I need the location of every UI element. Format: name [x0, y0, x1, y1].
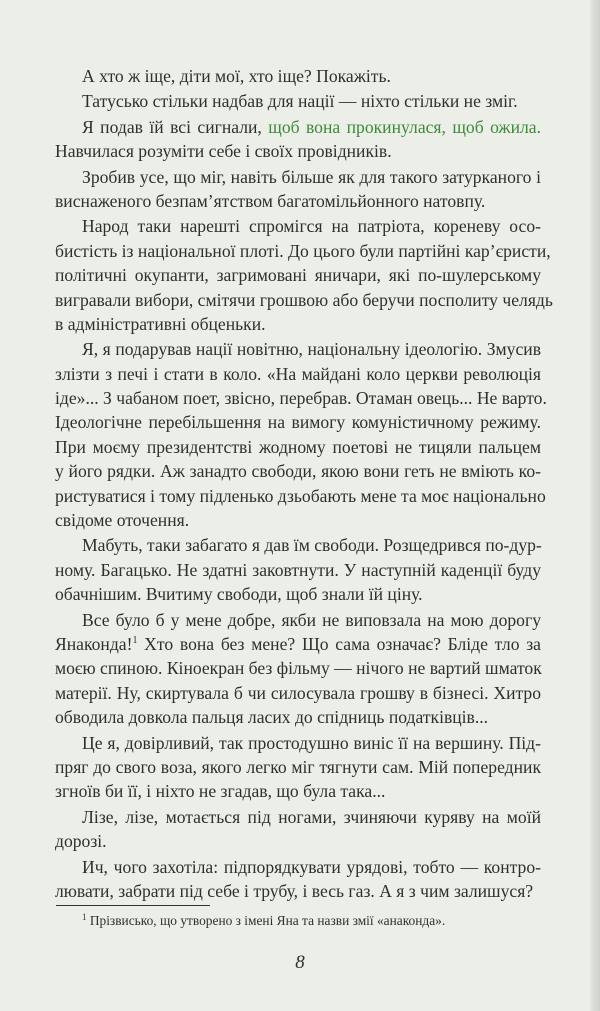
text-segment: Хто вона без мене? Що сама означає? Бліде тло за: [137, 633, 541, 654]
text-segment: політичні окупанти, загримовані яничари, які по-шулерському: [55, 265, 541, 286]
paragraph: [55, 731, 541, 804]
text-line: [55, 214, 541, 238]
text-segment: При моєму президентстві жодному поетові не тицяли пальцем: [55, 436, 541, 457]
paragraph: [55, 608, 541, 730]
paragraph: [55, 337, 547, 532]
text-segment: обачнішим. Вчитиму свободи, щоб знали їй ціну.: [55, 584, 423, 605]
text-segment: дорозі.: [55, 831, 107, 852]
page-edge-shadow: [590, 0, 600, 1011]
text-segment: Ич, чого захотіла: підпорядкувати урядові, тобто — контро-: [82, 856, 541, 877]
text-segment: Народ таки нарешті спромігся на патріота, кореневу осо-: [82, 216, 541, 237]
text-line: [55, 410, 541, 434]
text-line: [55, 435, 541, 459]
text-line: [55, 239, 551, 263]
text-segment: іде»... З чабаном поет, звісно, перебрав. Отаман овець... Не варто.: [55, 388, 547, 409]
text-segment: згноїв би її, і ніхто не згадав, що була така...: [55, 781, 386, 802]
paragraph: [55, 115, 541, 164]
text-line: [55, 608, 541, 632]
text-line: [55, 484, 546, 508]
paragraph: [55, 214, 553, 336]
paragraph: [55, 89, 541, 113]
footnote: [82, 913, 445, 929]
text-segment: Ідеологічне перебільшення на вимогу комуністичному режиму.: [55, 412, 541, 433]
text-segment: вигравали вибори, смітячи грошвою або беручи посполиту челядь: [55, 289, 553, 310]
text-line: [55, 459, 541, 483]
text-segment: Я подав їй всі сигнали,: [82, 116, 269, 137]
text-segment: Я, я подарував нації новітню, національну ідеологію. Змусив: [82, 339, 541, 360]
footnote-text: Прізвисько, що утворено з імені Яна та назви змії «анаконда».: [86, 913, 446, 928]
footnote-marker: 1: [82, 912, 87, 922]
text-segment: ристуватися і тому підленько дзьобають мене та моє національно: [55, 485, 546, 506]
paragraph: [55, 855, 541, 904]
text-line: [55, 139, 541, 163]
text-line: [55, 312, 541, 336]
text-segment: свідоме оточення.: [55, 510, 190, 531]
text-segment: А хто ж іще, діти мої, хто іще? Покажіть.: [82, 66, 391, 86]
text-segment: у його рядки. Аж занадто свободи, якою вони геть не вміють ко-: [55, 461, 541, 482]
text-segment: в адміністративні обценьки.: [55, 313, 266, 334]
text-line: [55, 855, 541, 879]
text-segment: Янаконда!: [55, 633, 133, 654]
text-segment: Лізе, лізе, мотається під ногами, зчиняючи куряву на моїй: [82, 806, 541, 827]
text-line: [55, 263, 541, 287]
text-line: [55, 731, 541, 755]
text-line: [55, 508, 541, 532]
paragraph: [55, 533, 541, 606]
text-line: [55, 681, 541, 705]
text-segment: бистість із національної плоті. До цього були партійні кар’єристи,: [55, 240, 551, 261]
text-line: [55, 165, 541, 189]
text-segment: Це я, довірливий, так простодушно виніс її на вершину. Під-: [82, 732, 541, 753]
text-line: [55, 805, 541, 829]
text-line: [55, 582, 541, 606]
text-segment: лювати, забрати під себе і трубу, і весь газ. А я з чим залишуся?: [55, 880, 534, 901]
paragraph: [55, 805, 541, 854]
text-line: [55, 558, 541, 582]
paragraph: [55, 64, 541, 88]
paragraph: [55, 165, 541, 214]
text-segment: Татусько стільки надбав для нації — ніхто стільки не зміг.: [82, 91, 518, 112]
text-segment: ному. Багацько. Не здатні заковтнути. У наступній каденції буду: [55, 559, 541, 580]
text-line: [55, 879, 541, 903]
text-segment: злізти з печі і стати в коло. «На майдані коло церкви революція: [55, 363, 541, 384]
text-line: [55, 288, 553, 312]
text-segment: пряг до свого воза, якого легко міг тягнути сам. Мій попередник: [55, 756, 541, 777]
highlighted-text: щоб вона прокинулася, щоб ожила.: [268, 116, 541, 137]
text-segment: Навчилася розуміти себе і своїх провідників.: [55, 141, 392, 162]
text-line: [55, 705, 541, 729]
text-line: [55, 829, 541, 853]
text-line: [55, 337, 541, 361]
text-segment: Зробив усе, що міг, навіть більше як для такого затурканого і: [82, 166, 541, 187]
text-line: [55, 779, 541, 803]
text-line: [55, 115, 541, 139]
page-number: 8: [295, 952, 305, 973]
text-line: [55, 386, 547, 410]
text-segment: виснаженого безпам’ятством багатомільйонного натовпу.: [55, 190, 486, 211]
text-line: [55, 64, 541, 88]
text-line: [55, 362, 541, 386]
text-line: [55, 755, 541, 779]
text-line: [55, 89, 541, 113]
footnote-divider: [56, 905, 210, 906]
text-segment: моєю спиною. Кіноекран без фільму — нічого не вартий шматок: [55, 658, 542, 679]
text-line: [55, 656, 541, 680]
text-line: [55, 189, 541, 213]
text-segment: Мабуть, таки забагато я дав їм свободи. Розщедрився по-дур-: [82, 535, 542, 556]
footnote-reference: 1: [132, 634, 138, 646]
text-segment: обводила довкола пальця ласих до спідниць податківців...: [55, 707, 489, 728]
text-segment: Все було б у мене добре, якби не виповзала на мою дорогу: [82, 609, 541, 630]
text-line: [55, 533, 541, 557]
text-line: [55, 632, 541, 656]
body-text: [55, 64, 553, 904]
text-segment: матерії. Ну, скиртувала б чи силосувала грошву в бізнесі. Хитро: [55, 682, 541, 703]
